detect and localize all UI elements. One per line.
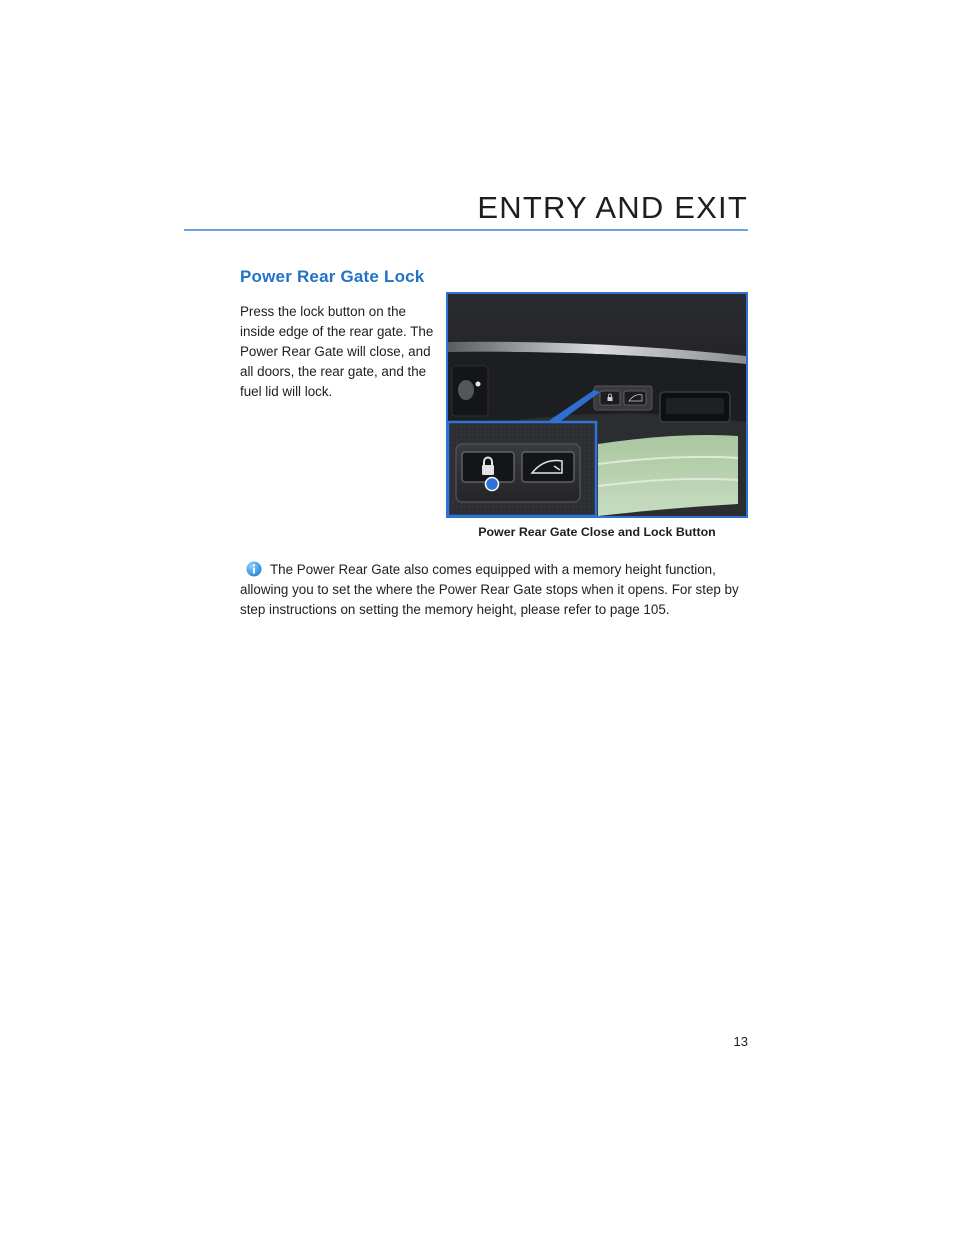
lock-icon <box>462 452 514 482</box>
callout-marker <box>486 478 499 491</box>
intro-paragraph: Press the lock button on the inside edge of the rear gate. The Power Rear Gate will close, and all doors, the rear gate, and the fuel lid will lock. <box>240 304 434 399</box>
rear-gate-photo <box>446 292 748 518</box>
section-title: ENTRY AND EXIT <box>477 190 748 225</box>
rear-gate-close-icon <box>522 452 574 482</box>
note-text: The Power Rear Gate also comes equipped with a memory height function, allowing you to set the where the Power Rear Gate stops when it opens. For step by step instructions on setting the memory height, please refer to page 105. <box>240 562 739 617</box>
article-heading: Power Rear Gate Lock <box>240 267 425 286</box>
info-icon <box>246 561 262 577</box>
memory-height-note <box>240 560 750 620</box>
section-divider <box>184 229 748 231</box>
figure-caption: Power Rear Gate Close and Lock Button <box>478 525 716 539</box>
page-number: 13 <box>733 1034 748 1049</box>
